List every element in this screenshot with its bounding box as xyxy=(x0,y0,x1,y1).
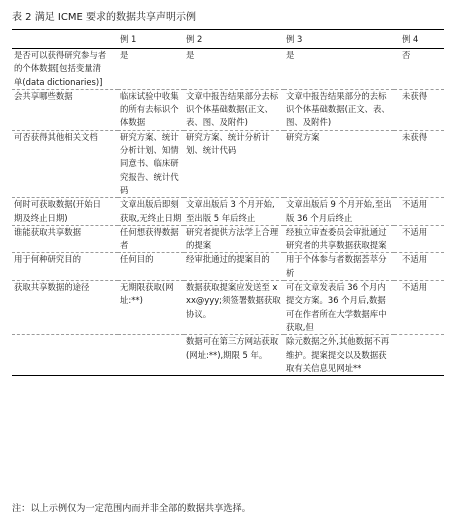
cell-example-3: 文章出版后 9 个月开始,至出版 36 个月后终止 xyxy=(284,198,394,226)
table-row xyxy=(12,130,444,197)
cell-example-3: 可在文章发表后 36 个月内提交方案。36 个月后,数据可在作者所在大学数据库中获取,但 xyxy=(284,281,394,335)
row-label: 何时可获取数据(开始日期及终止日期) xyxy=(12,198,118,226)
cell-example-2: 数据获取提案应发送至 xxx@yyy;须签署数据获取协议。 xyxy=(184,281,284,335)
header-example-2: 例 2 xyxy=(184,30,284,49)
table-row xyxy=(12,281,444,335)
row-label: 会共享哪些数据 xyxy=(12,89,118,130)
cell-example-1 xyxy=(118,335,184,376)
cell-example-1: 任何想获得数据者 xyxy=(118,225,184,253)
header-example-3: 例 3 xyxy=(284,30,394,49)
cell-example-2: 经审批通过的提案目的 xyxy=(184,253,284,281)
cell-example-3: 除元数据之外,其他数据不再维护。提案提交以及数据获取有关信息见网址** xyxy=(284,335,394,376)
cell-example-2: 研究者提供方法学上合理的提案 xyxy=(184,225,284,253)
cell-example-4: 不适用 xyxy=(394,253,444,281)
cell-example-4 xyxy=(394,335,444,376)
cell-example-4: 否 xyxy=(394,49,444,90)
cell-example-4: 未获得 xyxy=(394,89,444,130)
cell-example-4: 不适用 xyxy=(394,225,444,253)
row-label: 是否可以获得研究参与者的个体数据[包括变量清单(data dictionaries)] xyxy=(12,49,118,90)
cell-example-1: 无期限获取(网址:**) xyxy=(118,281,184,335)
cell-example-2: 文章中报告结果部分去标识个体基础数据(正文、表、图、及附件) xyxy=(184,89,284,130)
cell-example-3: 经独立审查委员会审批通过研究者的共享数据获取提案 xyxy=(284,225,394,253)
table-row xyxy=(12,49,444,90)
cell-example-1: 是 xyxy=(118,49,184,90)
row-label xyxy=(12,335,118,376)
header-blank xyxy=(12,30,118,49)
row-label: 获取共享数据的途径 xyxy=(12,281,118,335)
cell-example-4: 不适用 xyxy=(394,281,444,335)
header-example-1: 例 1 xyxy=(118,30,184,49)
cell-example-3: 文章中报告结果部分的去标识个体基础数据(正文、表、图、及附件) xyxy=(284,89,394,130)
header-example-4: 例 4 xyxy=(394,30,444,49)
table-header-row xyxy=(12,30,444,49)
row-label: 用于何种研究目的 xyxy=(12,253,118,281)
cell-example-4: 不适用 xyxy=(394,198,444,226)
table-row xyxy=(12,335,444,376)
cell-example-2: 数据可在第三方网站获取(网址:**),期限 5 年。 xyxy=(184,335,284,376)
row-label: 可否获得其他相关文档 xyxy=(12,130,118,197)
row-label: 谁能获取共享数据 xyxy=(12,225,118,253)
table-row xyxy=(12,253,444,281)
table-caption: 表 2 满足 ICME 要求的数据共享声明示例 xyxy=(12,12,196,23)
cell-example-2: 是 xyxy=(184,49,284,90)
cell-example-1: 文章出版后即刻获取,无终止日期 xyxy=(118,198,184,226)
cell-example-2: 文章出版后 3 个月开始,至出版 5 年后终止 xyxy=(184,198,284,226)
cell-example-1: 临床试验中收集的所有去标识个体数据 xyxy=(118,89,184,130)
cell-example-3: 用于个体参与者数据荟萃分析 xyxy=(284,253,394,281)
table-row xyxy=(12,225,444,253)
cell-example-3: 是 xyxy=(284,49,394,90)
table-row xyxy=(12,89,444,130)
cell-example-3: 研究方案 xyxy=(284,130,394,197)
data-sharing-table xyxy=(12,29,444,376)
cell-example-2: 研究方案、统计分析计划、统计代码 xyxy=(184,130,284,197)
cell-example-4: 未获得 xyxy=(394,130,444,197)
table-footnote: 注：以上示例仅为一定范围内而并非全部的数据共享选择。 xyxy=(12,503,251,514)
cell-example-1: 任何目的 xyxy=(118,253,184,281)
cell-example-1: 研究方案、统计分析计划、知情同意书、临床研究报告、统计代码 xyxy=(118,130,184,197)
table-row xyxy=(12,198,444,226)
